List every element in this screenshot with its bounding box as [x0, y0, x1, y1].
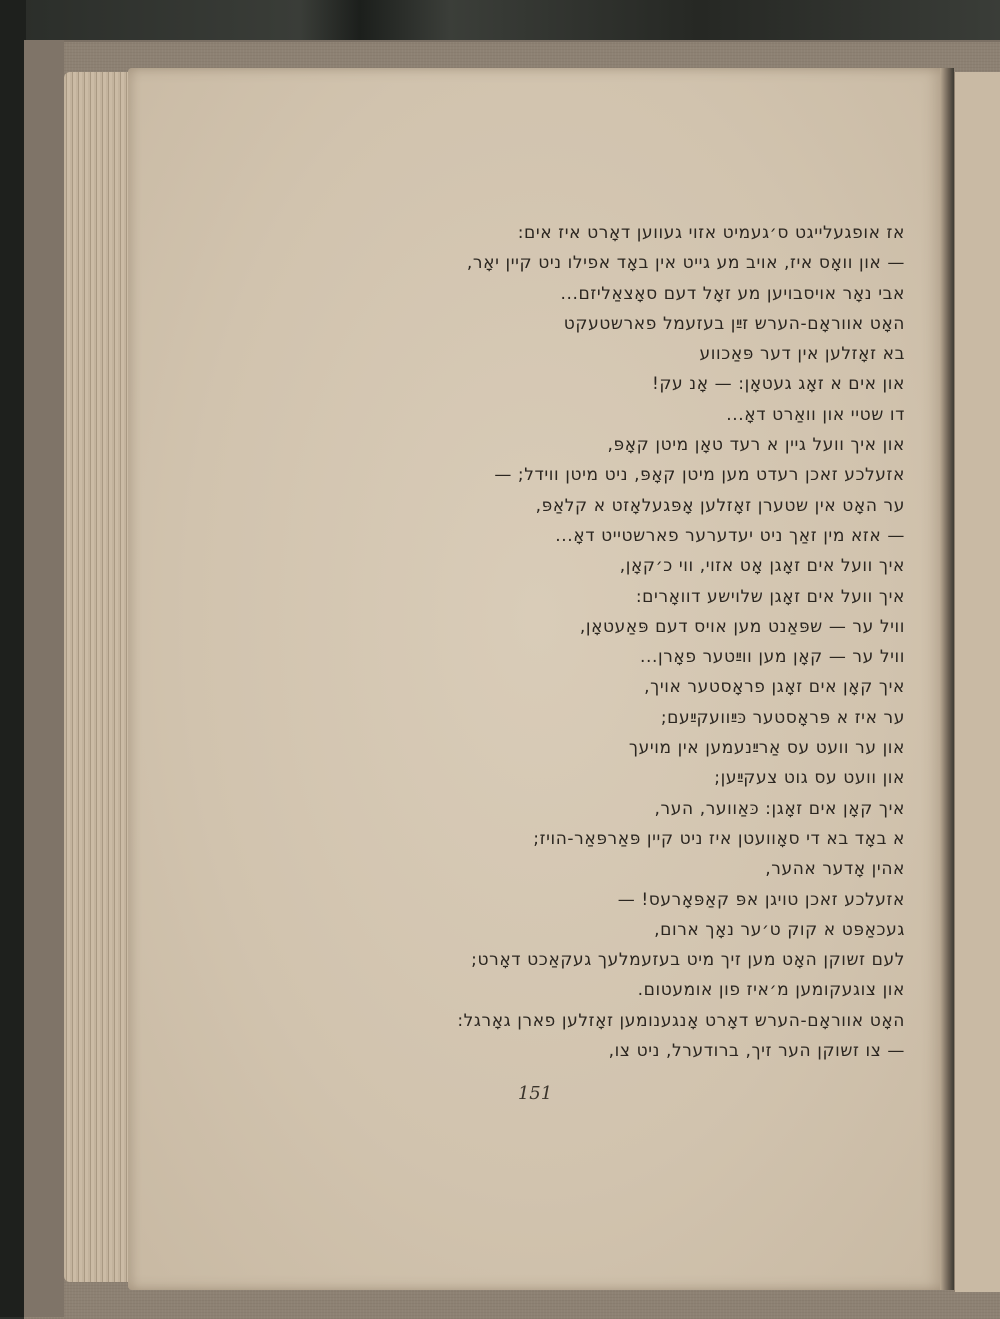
page-stack-edges	[64, 72, 134, 1282]
text-line: האָט אווראָם-הערש דאָרט אָנגענומען זאָזלען פארן גאָרגל:	[457, 1010, 905, 1031]
text-line: א באָד בא די סאָוועטן איז ניט קיין פּאַרפּאַר-הויז;	[533, 828, 905, 849]
text-line: און איך וועל גיין א רעד טאָן מיטן קאָפּ,	[607, 435, 905, 456]
text-line: און אים א זאָג געטאָן: — אָנ עק!	[651, 374, 905, 395]
facing-page-edge	[954, 72, 1000, 1292]
text-line: און ער וועט עס אַרײַנעמען אין מויעך	[628, 738, 905, 759]
text-line: אז אופגעלייגט ס׳געמיט אזוי געווען דאָרט איז אים:	[517, 223, 905, 243]
background-top	[0, 0, 1000, 40]
text-line: וויל ער — קאָן מען ווײַטער פאָרן...	[639, 647, 905, 668]
text-line: — צו זשוקן הער זיך, ברודערל, ניט צו,	[608, 1041, 905, 1062]
text-line: לעם זשוקן האָט מען זיך מיט בעזעמלעך געקאַכט דאָרט;	[471, 950, 905, 971]
cover-edge	[24, 40, 64, 1317]
text-line: און וועט עס גוט צעקײַען;	[714, 768, 905, 789]
text-line: — און וואָס איז, אויב מע גייט אין באָד אפילו ניט קיין יאָר,	[466, 253, 905, 274]
text-line: בא זאָזלען אין דער פּאַכווע	[699, 344, 905, 365]
book-gutter	[940, 68, 954, 1290]
text-line: איך וועל אים זאָגן אָט אזוי, ווי כ׳קאָן,	[619, 556, 905, 577]
text-line: האָט אווראָם-הערש זײַן בעזעמל פארשטעקט	[563, 313, 905, 334]
text-line: וויל ער — שפּאַנט מען אויס דעם פּאַעטאָן,	[579, 616, 905, 637]
background-left	[0, 0, 26, 1317]
text-line: אהין אָדער אהער,	[765, 859, 905, 880]
text-line: איך קאָן אים זאָגן פראָסטער אויך,	[644, 677, 905, 698]
text-line: אזעלכע זאכן רעדט מען מיטן קאָפּ, ניט מיטן ווידל; —	[494, 465, 905, 486]
text-line: דו שטיי און וואַרט דאָ...	[726, 404, 905, 425]
text-line: — אזא מין זאַך ניט יעדערער פארשטייט דאָ...	[555, 525, 905, 546]
text-line: ער האָט אין שטערן זאָזלען אָפּגעלאָזט א קלאַפּ,	[535, 495, 905, 516]
text-line: איך וועל אים זאָגן שלוישע דוואָרים:	[635, 586, 905, 607]
text-line: ער איז א פּראָסטער כּײַוועקײַעם;	[660, 707, 905, 728]
text-line: אזעלכע זאכן טויגן אפּ קאַפּאָרעס! —	[617, 889, 905, 910]
poem-text	[190, 218, 905, 1066]
text-line: איך קאָן אים זאָגן: כּאַווער, הער,	[654, 798, 905, 819]
text-line: און צוגעקומען מ׳איז פון אומעטום.	[637, 980, 905, 1001]
page-number: 151	[517, 1083, 553, 1104]
text-line: געכאַפּט א קוק ט׳ער נאָך ארום,	[654, 919, 905, 940]
text-line: אבי נאָר אויסבויען מע זאָל דעם סאָצאַליזם...	[560, 283, 905, 304]
